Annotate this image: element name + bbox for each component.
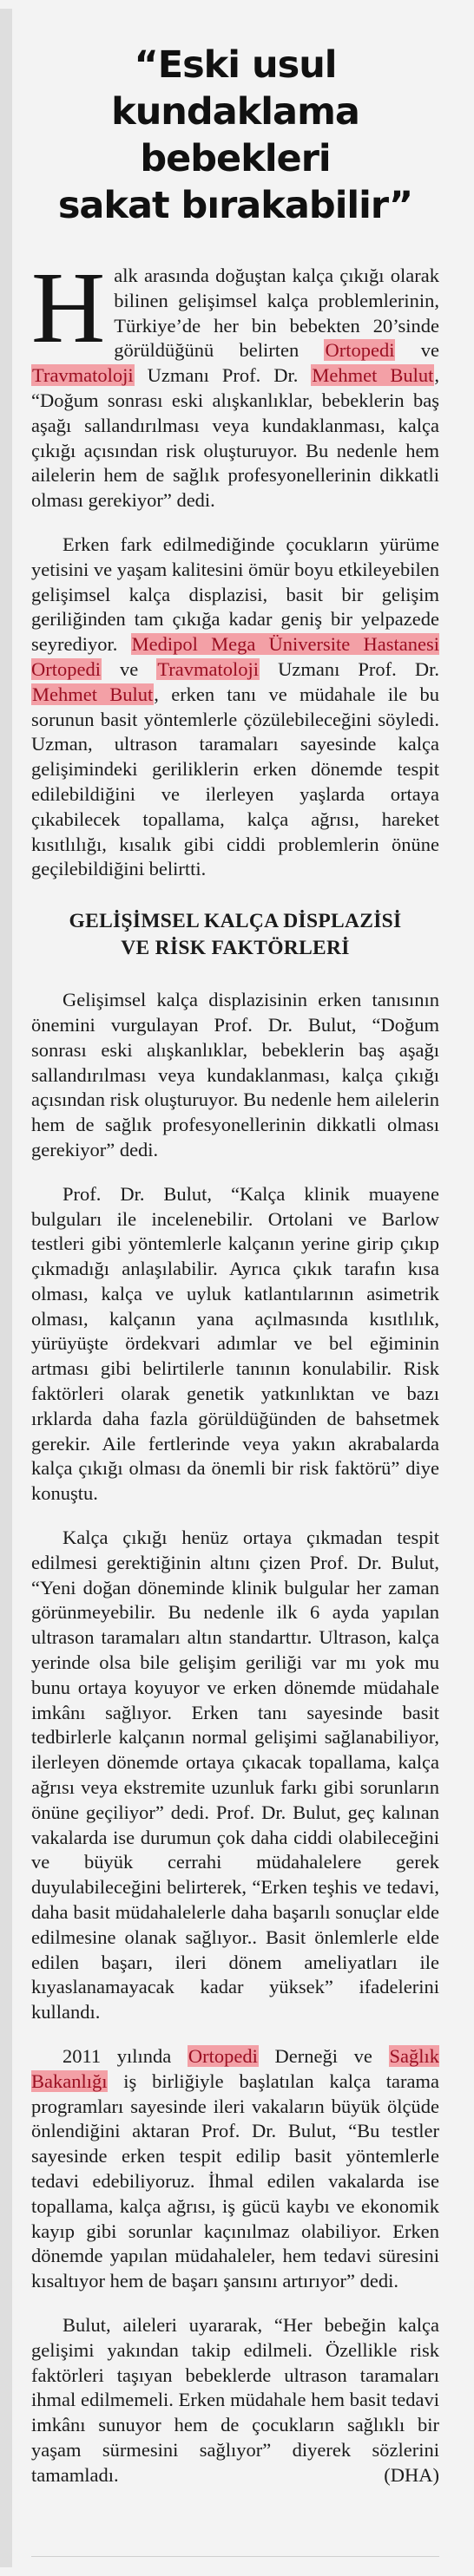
paragraph-diagnosis-importance: Gelişimsel kalça displazisinin erken tanısının önemini vurgulayan Prof. Dr. Bulut, “Doğum sonrası eski alışkanlıklar, bebeklerin baş aşağı sallandırılması veya kundaklanması, kalça çıkığı açısından risk oluşturuyor. Bu nedenle hem ailelerin hem de sağlık profesyonellerinin dikkatli olması gerekiyor” dedi.	[31, 989, 439, 1161]
headline-line-2: kundaklama bebekleri	[111, 90, 359, 180]
subhead-line-2: VE RİSK FAKTÖRLERİ	[121, 937, 350, 960]
intro-text-a: alk arasında doğuştan kalça çıkığı olarak bilinen gelişimsel kalça problemlerinin, Türkiye’de her bin bebekten 20’sinde görüldüğünü belirten	[114, 265, 439, 362]
paragraph-screening-program	[31, 2044, 439, 2294]
news-agency-source: (DHA)	[384, 2463, 439, 2486]
paragraph-closing	[31, 2313, 439, 2488]
article-headline	[31, 42, 439, 229]
paragraph-clinical-exam: Prof. Dr. Bulut, “Kalça klinik muayene bulguları ile incelenebilir. Ortolani ve Barlow testleri gibi yöntemlerle kalçanın yerine girip çıkıp çıkmadığı anlaşılabilir. Ayrıca çıkık tarafın kısa olması, kalça ve uyluk katlantılarının asimetrik olması, kalçanın yana açılmasında kısıtlılık, yürüyüşte ördekvari adımlar ve bel eğiminin artması gibi belirtilerle tanının konulabilir. Risk faktörleri olarak genetik yatkınlıktan ve bazı ırklarda daha fazla görüldüğünden de bahsetmek gerekir. Aile fertlerinde veya yakın akrabalarda kalça çıkığı olması da önemli bir risk faktörü” diye konuştu.	[31, 1182, 439, 1505]
p4-text-c: iş birliğiyle başlatılan kalça tarama programları sayesinde ileri vakaların büyük ölçüde önlendiğini aktaran Prof. Dr. Bulut, “Bu testler sayesinde erken tespit edilip basit yöntemlerle tedavi edebiliyoruz. İhmal edilen vakalarda ise topallama, kalça ağrısı, iş gücü kaybı ve ekonomik kayıp gibi sorunlar kaçınılmaz olabiliyor. Erken dönemde yapılan müdahaleler, hem tedavi süresini kısaltıyor hem de başarı şansını artırıyor” dedi.	[31, 2069, 439, 2292]
p2-text-c: Uzmanı Prof. Dr.	[260, 657, 439, 680]
highlight-travmatoloji-2: Travmatoloji	[157, 657, 260, 680]
paragraph-early-detection	[31, 533, 439, 882]
left-margin-strip	[0, 9, 12, 2567]
highlight-mehmet-bulut-2: Mehmet Bulut	[32, 683, 154, 705]
highlight-medipol: Medipol Mega Üniversite Hastanesi Ortopedi	[31, 633, 439, 680]
p5-text: Bulut, aileleri uyararak, “Her bebeğin kalça gelişimi yakından takip edilmeli. Özellikle risk faktörleri taşıyan bebeklerde ultrason taramaları ihmal edilmemeli. Erken müdahale hem basit tedavi imkânı sunuyor hem de çocukların sağlıklı bir yaşam sürmesini sağlıyor” diyerek sözlerini tamamladı.	[31, 2313, 439, 2486]
intro-paragraph	[31, 251, 439, 513]
intro-text-d: , “Doğum sonrası eski alışkanlıklar, bebeklerin baş aşağı sallandırılması veya kundaklanması, kalça çıkığı açısından risk oluşturuyor. Bu nedenle hem ailelerin hem de sağlık profesyonellerinin dikkatli olması gerekiyor” dedi.	[31, 364, 439, 512]
paragraph-ultrasound: Kalça çıkığı henüz ortaya çıkmadan tespit edilmesi gerektiğinin altını çizen Prof. Dr. Bulut, “Yeni doğan döneminde klinik bulgular her zaman görünmeyebilir. Bu nedenle ilk 6 ayda yapılan ultrason taramaları altın standarttır. Ultrason, kalça yerinde olsa bile gelişim geriliği var mı yok mu bunu ortaya koyuyor ve erken dönemde müdahale imkânı sağlıyor. Erken tanı sayesinde basit tedbirlerle kalçanın normal gelişimi sağlanabiliyor, ilerleyen dönemde ortaya çıkacak topallama, kalça ağrısı veya ekstremite uzunluk farkı gibi sorunların önüne geçiliyor” dedi. Prof. Dr. Bulut, geç kalınan vakalarda ise durumun çok daha ciddi olabileceğini ve büyük cerrahi müdahalelere gerek duyulabileceğini belirterek, “Erken teşhis ve tedavi, daha basit müdahalelerle daha başarılı sonuçlar elde edilmesine olanak sağlıyor.. Basit önlemlerle elde edilen başarı, ileri dönem ameliyatları ile kıyaslanamayacak kadar yüksek” ifadelerini kullandı.	[31, 1527, 439, 2024]
section-subheading	[31, 908, 439, 962]
intro-text-c: Uzmanı Prof. Dr.	[134, 364, 312, 387]
highlight-mehmet-bulut: Mehmet Bulut	[312, 364, 434, 387]
p2-text-d: , erken tanı ve müdahale ile bu sorunun basit yöntemlerle çözülebileceğini söyledi. Uzman, ultrason taramaları sayesinde kalça gelişimindeki geriliklerin erken dönemde tespit edilebildiğini ve ilerleyen yaşlarda ortaya çıkabilecek topallama, kalça ağrısı, hareket kısıtlılığı, kısalık gibi ciddi problemlerin önüne geçilebildiğini belirtti.	[31, 683, 439, 880]
p4-text-b: Derneği ve	[258, 2045, 389, 2067]
intro-text-b: ve	[395, 339, 439, 362]
bottom-divider	[31, 2556, 439, 2557]
article-body	[31, 251, 440, 2488]
highlight-saglik-bakanligi: Sağlık Bakanlığı	[31, 2045, 440, 2092]
headline-line-3: sakat bırakabilir”	[57, 184, 413, 227]
drop-cap: H	[31, 251, 106, 364]
subhead-line-1: GELİŞİMSEL KALÇA DİSPLAZİSİ	[69, 910, 402, 933]
p2-text-a: Erken fark edilmediğinde çocukların yürüme yetisini ve yaşam kalitesini ömür boyu etkileyebilen gelişimsel kalça displazisi, basit bir gelişim geriliğinden tam çıkığa kadar geniş bir yelpazede seyrediyor.	[31, 533, 439, 656]
p4-text-a: 2011 yılında	[63, 2045, 188, 2067]
article-column	[31, 26, 439, 2507]
highlight-travmatoloji: Travmatoloji	[32, 364, 134, 387]
highlight-ortopedi: Ortopedi	[325, 339, 395, 362]
p2-text-b: ve	[101, 657, 157, 680]
headline-line-1: “Eski usul	[134, 43, 337, 87]
highlight-ortopedi-2: Ortopedi	[188, 2045, 258, 2067]
